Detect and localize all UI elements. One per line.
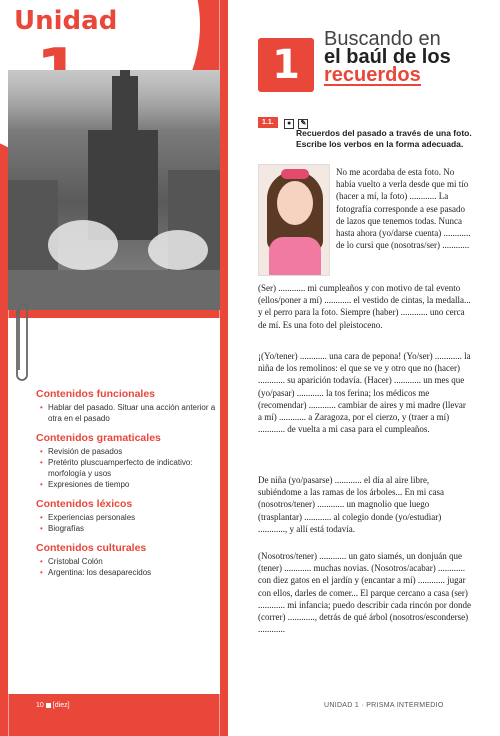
exercise-number: 1.1.: [258, 117, 278, 128]
contents-category-title: Contenidos léxicos: [36, 498, 133, 510]
contents-item: • Expresiones de tiempo: [36, 479, 216, 490]
left-footer: [36, 702, 70, 709]
city-photo: [8, 70, 220, 310]
contents-list: [36, 388, 216, 578]
paragraph-3: ¡(Yo/tener) ............ una cara de pepona! (Yo/ser) ............ la niña de los remolinos: el que se ve y otro que no (hacer) ............ su aparición todavía. (Hacer) ............ un mes que (yo/pasar) ............ la tos ferina; los médicos me (recomendar) ............ cambiar de aires y mi madre (llevar a mí) ............ a Zaragoza, por el cierzo, y (traer a mí) ............ de vuelta a mi casa para el cumpleaños.: [258, 351, 471, 435]
girl-photo: [258, 164, 330, 276]
contents-item: • Revisión de pasados: [36, 446, 216, 457]
contents-category-title: Contenidos funcionales: [36, 388, 156, 400]
lesson-number: 1: [258, 38, 314, 92]
paperclip-icon: [12, 300, 30, 390]
contents-item: • Hablar del pasado. Situar una acción anterior a otra en el pasado: [36, 402, 216, 424]
contents-category-title: Contenidos culturales: [36, 542, 147, 554]
person-icon: ●: [284, 119, 294, 129]
paragraph-2: (Ser) ............ mi cumpleaños y con motivo de tal evento (ellos/poner a mí) ............ el vestido de cintas, la medalla... y el perro para la foto. Siempre (haber) ............ uno cerca de mí. Es una foto del pleistoceno.: [258, 283, 471, 330]
pencil-icon: ✎: [298, 119, 308, 129]
page-number: 10: [36, 702, 44, 709]
paragraph-4: De niña (yo/pasarse) ............ el día al aire libre, subiéndome a las ramas de los árboles... En mi casa (nosotros/tener) ............ un magnolio que luego (trasplantar) ............ al colegio donde (yo/estudiar) ............, y allí está todavía.: [258, 475, 444, 534]
exercise-heading: [258, 116, 478, 150]
contents-item: • Experiencias personales: [36, 512, 216, 523]
unit-word: Unidad: [14, 6, 118, 36]
right-footer: UNIDAD 1 · PRISMA INTERMEDIO: [324, 702, 444, 709]
right-page: [228, 0, 500, 736]
contents-category-title: Contenidos gramaticales: [36, 432, 161, 444]
paragraph-5: (Nosotros/tener) ............ un gato siamés, un donjuán que (tener) ............ muchas novias. (Nosotros/acabar) ............ con diez gatos en el jardín y (encantar a mí) ............ jugar con ellos, darles de comer... El parque cercano a casa (ser) ............ mi infancia; puedo describir cada rincón por donde (correr) ............, detrás de qué árbol (nosotros/esconderse) ............: [258, 551, 471, 635]
contents-item: • Biografías: [36, 523, 216, 534]
lesson-title: Buscando en el baúl de los recuerdos: [324, 28, 451, 86]
left-page: [0, 0, 228, 736]
exercise-instruction: Recuerdos del pasado a través de una foto. Escribe los verbos en la forma adecuada.: [296, 128, 472, 149]
paragraph-1: No me acordaba de esta foto. No había vuelto a verla desde que mi tío (hacer a mí, la foto) ............ La fotografía corresponde a ese pasado de lazos que tenemos todas. Nunca hasta ahora (yo/darse cuenta) ............ de lo cursi que (nosotras/ser) ............: [336, 167, 471, 251]
contents-item: • Argentina: los desaparecidos: [36, 567, 216, 578]
contents-item: • Cristobal Colón: [36, 556, 216, 567]
contents-item: • Pretérito pluscuamperfecto de indicativo: morfología y usos: [36, 457, 216, 479]
page-number-word: [diez]: [52, 702, 70, 709]
